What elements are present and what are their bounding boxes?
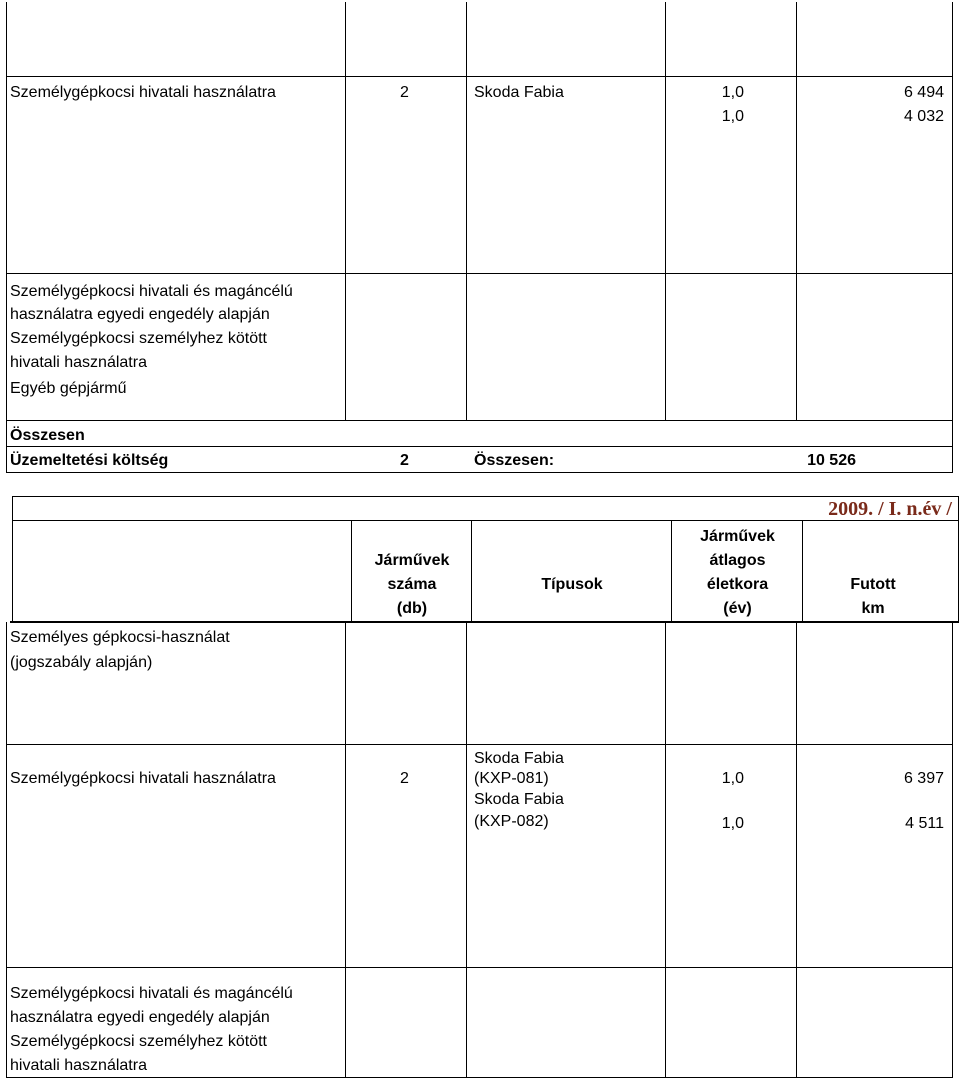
table-1-col-divider <box>665 2 666 420</box>
table-1-total-label: Összesen <box>10 427 85 444</box>
table-1-col-divider <box>796 2 797 420</box>
table-1-official-km: 6 494 <box>903 84 944 101</box>
table-2-official-km: 6 397 <box>903 770 944 787</box>
table-2-col-divider <box>345 622 346 1078</box>
table-2-other-row-label: Személygépkocsi személyhez kötött <box>10 1033 267 1050</box>
table-1-cost-count: 2 <box>400 452 409 469</box>
table-1-official-count: 2 <box>400 84 409 101</box>
table-2-official-count: 2 <box>400 770 409 787</box>
table-2-col-divider <box>12 496 13 622</box>
header-vehicle-count: száma <box>387 576 437 593</box>
table-1-col-divider <box>952 2 953 473</box>
table-2-period: 2009. / I. n.év / <box>828 498 952 520</box>
table-2-row-divider <box>6 1077 953 1078</box>
table-2-header-divider <box>10 621 959 623</box>
table-1-cost-total-label: Összesen: <box>474 452 555 469</box>
table-2-col-divider <box>665 622 666 1078</box>
table-1-other-row-label: Személygépkocsi személyhez kötött <box>10 330 267 347</box>
table-1-official-label: Személygépkocsi hivatali használatra <box>10 84 276 101</box>
header-vehicle-age: Járművek <box>700 528 775 545</box>
table-2-row-divider <box>6 967 953 968</box>
header-vehicle-age: (év) <box>723 600 752 617</box>
table-1-other-row-label: hivatali használatra <box>10 354 147 371</box>
table-1-row-divider <box>6 76 953 77</box>
table-1-cost-total-value: 10 526 <box>807 452 856 469</box>
table-1-other-row-label: használatra egyedi engedély alapján <box>10 306 270 323</box>
table-2-official-type: (KXP-081) <box>474 770 549 787</box>
table-2-official-age: 1,0 <box>721 770 744 787</box>
table-1-official-type: Skoda Fabia <box>474 84 564 101</box>
table-2-official-label: Személygépkocsi hivatali használatra <box>10 770 276 787</box>
table-2-row-divider <box>6 744 953 745</box>
table-2-col-divider <box>796 622 797 1078</box>
table-2-official-type: (KXP-082) <box>474 813 549 830</box>
header-vehicle-count: Járművek <box>374 552 450 569</box>
table-1-col-divider <box>466 2 467 420</box>
table-1-other-vehicle-label: Egyéb gépjármű <box>10 380 127 397</box>
table-2-official-age: 1,0 <box>721 815 744 832</box>
table-1-official-km: 4 032 <box>903 108 944 125</box>
header-vehicle-age: átlagos <box>709 552 766 569</box>
section-label: (jogszabály alapján) <box>10 654 153 671</box>
table-1-official-age: 1,0 <box>721 84 744 101</box>
table-1-row-divider <box>6 420 953 421</box>
table-2-other-row-label: hivatali használatra <box>10 1057 147 1074</box>
table-1-col-divider <box>345 2 346 420</box>
table-1-row-divider <box>6 446 953 447</box>
table-1-row-divider <box>6 273 953 274</box>
table-2-official-type: Skoda Fabia <box>474 791 564 808</box>
header-vehicle-count: (db) <box>396 600 428 617</box>
table-2-official-km: 4 511 <box>905 815 944 832</box>
header-vehicle-age: életkora <box>706 576 769 593</box>
table-2-other-row-label: Személygépkocsi hivatali és magáncélú <box>10 985 293 1002</box>
header-types: Típusok <box>541 576 603 593</box>
section-label: Személyes gépkocsi-használat <box>10 629 230 646</box>
table-1-other-row-label: Személygépkocsi hivatali és magáncélú <box>10 283 293 300</box>
table-2-col-divider <box>958 496 959 622</box>
table-2-other-row-label: használatra egyedi engedély alapján <box>10 1009 270 1026</box>
table-2-col-divider <box>6 622 7 1078</box>
table-2-col-divider <box>952 622 953 1078</box>
header-km: km <box>861 600 885 617</box>
table-1-col-divider <box>6 2 7 473</box>
table-1-cost-label: Üzemeltetési költség <box>10 452 169 469</box>
table-2-official-type: Skoda Fabia <box>474 750 564 767</box>
header-km: Futott <box>850 576 896 593</box>
table-1-official-age: 1,0 <box>721 108 744 125</box>
table-2-col-divider <box>466 622 467 1078</box>
